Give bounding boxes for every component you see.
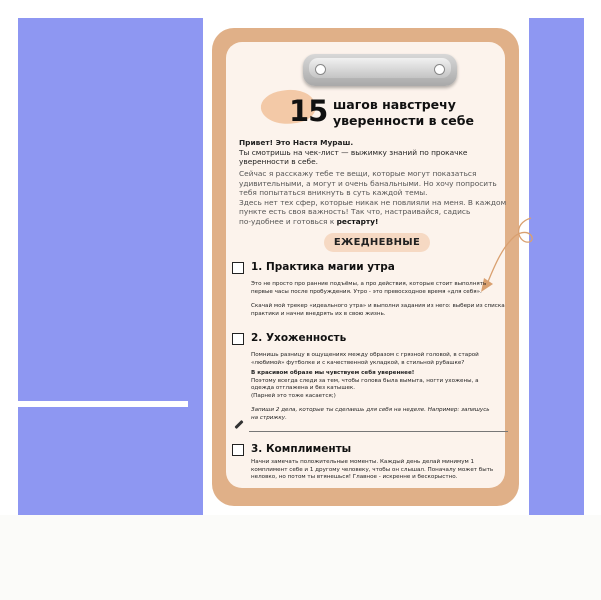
intro-text: Сейчас я расскажу тебе те вещи, которые могут показаться удивительными, а могут и очень банальными. Но хочу попросить тебя попытаться вникнуть в суть каждой темы. Здесь нет тех сфер, которые никак не повлияли на меня. В каждом пункте есть своя важность! Так что, настраивайся, садись по-удобнее и готовься к рестарту!: [239, 169, 507, 226]
checklist-document: [203, 18, 529, 515]
title-number: 15: [289, 94, 328, 128]
step-3-text: Начни замечать положительные моменты. Каждый день делай минимум 1 комплимент себе и 1 другому человеку, чтобы он слышал. Поначалу может быть неловко, но потом ты втянешься! Главное - искренне и бескорыстно.: [251, 459, 494, 481]
step-1-title: 1. Практика магии утра: [251, 261, 395, 273]
clip-hole-right: [434, 64, 445, 75]
writing-line[interactable]: [249, 431, 508, 432]
backdrop-strip: [18, 401, 188, 407]
step-2-checkbox[interactable]: [232, 333, 244, 345]
step-3-checkbox[interactable]: [232, 444, 244, 456]
step-1-checkbox[interactable]: [232, 262, 244, 274]
step-1-text: Это не просто про ранние подъёмы, а про действия, которые стоит выполнять первые часы после пробуждения. Утро - это превосходное время «для себя». Скачай мой трекер «идеального утра» и выполни задания из него: выбери из списка практики и начни внедрять их в свою жизнь.: [251, 281, 505, 317]
step-2-title: 2. Ухоженность: [251, 332, 347, 344]
section-pill-daily: ЕЖЕДНЕВНЫЕ: [324, 233, 430, 252]
clip-hole-left: [315, 64, 326, 75]
greeting: Привет! Это Настя Мураш. Ты смотришь на чек-лист — выжимку знаний по прокачке уверенности в себе.: [239, 138, 468, 166]
backdrop-bottom: [0, 515, 601, 600]
page-title: шагов навстречу уверенности в себе: [333, 97, 474, 128]
clipboard-clip: [303, 54, 457, 86]
step-2-task: Запиши 2 дела, которые ты сделаешь для себя на неделе. Например: запишусь на стрижку.: [251, 407, 490, 421]
step-2-text: Помнишь разницу в ощущениях между образом с грязной головой, в старой «любимой» футболке и с качественной укладкой, в стильной рубашке? В красивом образе мы чувствуем себя увереннее! Поэтому всегда следи за тем, чтобы голова была вымыта, ногти ухожены, а одежда отглажена и без катышек. (Парней это тоже касается;): [251, 352, 479, 399]
step-3-title: 3. Комплименты: [251, 443, 352, 455]
